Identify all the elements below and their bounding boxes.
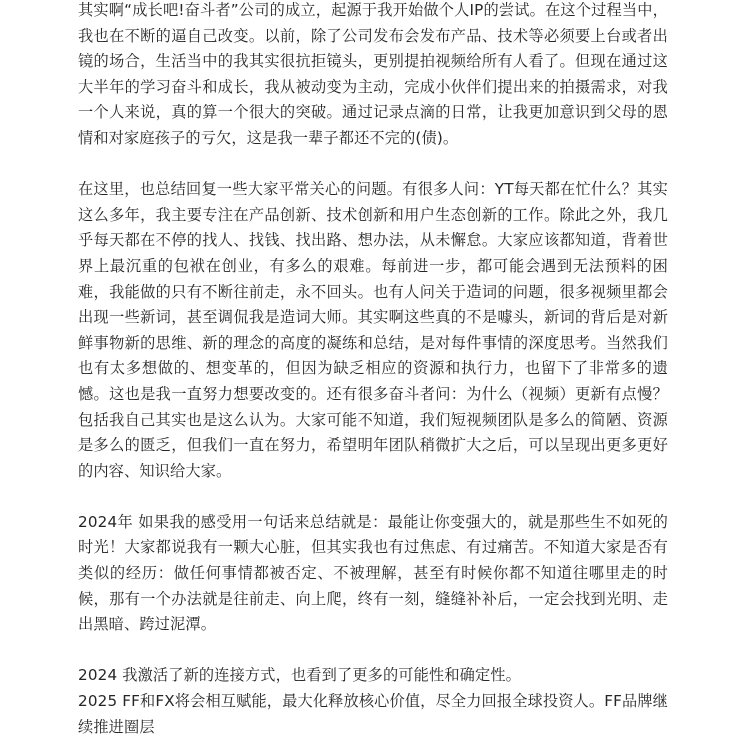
article-body <box>78 0 668 740</box>
paragraph-2025-outlook: 2025 FF和FX将会相互赋能，最大化释放核心价值，尽全力回报全球投资人。FF品牌继续推进圈层 <box>78 692 669 736</box>
paragraph-2024-connection: 2024 我激活了新的连接方式，也看到了更多的可能性和确定性。 <box>78 666 522 685</box>
paragraph-company-origin: 其实啊“成长吧!奋斗者”公司的成立，起源于我开始做个人IP的尝试。在这个过程当中，我也在不断的逼自己改变。以前，除了公司发布会发布产品、技术等必须要上台或者出镜的场合，生活当中的我其实很抗拒镜头，更别提拍视频给所有人看了。但现在通过这大半年的学习奋斗和成长，我从被动变为主动，完成小伙伴们提出来的拍摄需求，对我一个人来说，真的算一个很大的突破。通过记录点滴的日常，让我更加意识到父母的恩情和对家庭孩子的亏欠，这是我一辈子都还不完的(债)。 <box>78 1 668 147</box>
paragraph-common-questions: 在这里，也总结回复一些大家平常关心的问题。有很多人问：YT每天都在忙什么？其实这么多年，我主要专注在产品创新、技术创新和用户生态创新的工作。除此之外，我几乎每天都在不停的找人、找钱、找出路、想办法，从未懈怠。大家应该都知道，背着世界上最沉重的包袱在创业，有多么的艰难。每前进一步，都可能会遇到无法预料的困难，我能做的只有不断往前走，永不回头。也有人问关于造词的问题，很多视频里都会出现一些新词，甚至调侃我是造词大师。其实啊这些真的不是噱头，新词的背后是对新鲜事物新的思维、新的理念的高度的凝练和总结，是对每件事情的深度思考。当然我们也有太多想做的、想变革的，但因为缺乏相应的资源和执行力，也留下了非常多的遗憾。这也是我一直努力想要改变的。还有很多奋斗者问：为什么（视频）更新有点慢？包括我自己其实也是这么认为。大家可能不知道，我们短视频团队是多么的简陋、资源是多么的匮乏，但我们一直在努力，希望明年团队稍微扩大之后，可以呈现出更多更好的内容、知识给大家。 <box>78 180 668 480</box>
paragraph-2024-summary: 2024年 如果我的感受用一句话来总结就是：最能让你变强大的，就是那些生不如死的时光！大家都说我有一颗大心脏，但其实我也有过焦虑、有过痛苦。不知道大家是否有类似的经历：做任何事情都被否定、不被理解，甚至有时候你都不知道往哪里走的时候，那有一个办法就是往前走、向上爬，终有一刻，缝缝补补后，一定会找到光明、走出黑暗、跨过泥潭。 <box>78 512 668 634</box>
